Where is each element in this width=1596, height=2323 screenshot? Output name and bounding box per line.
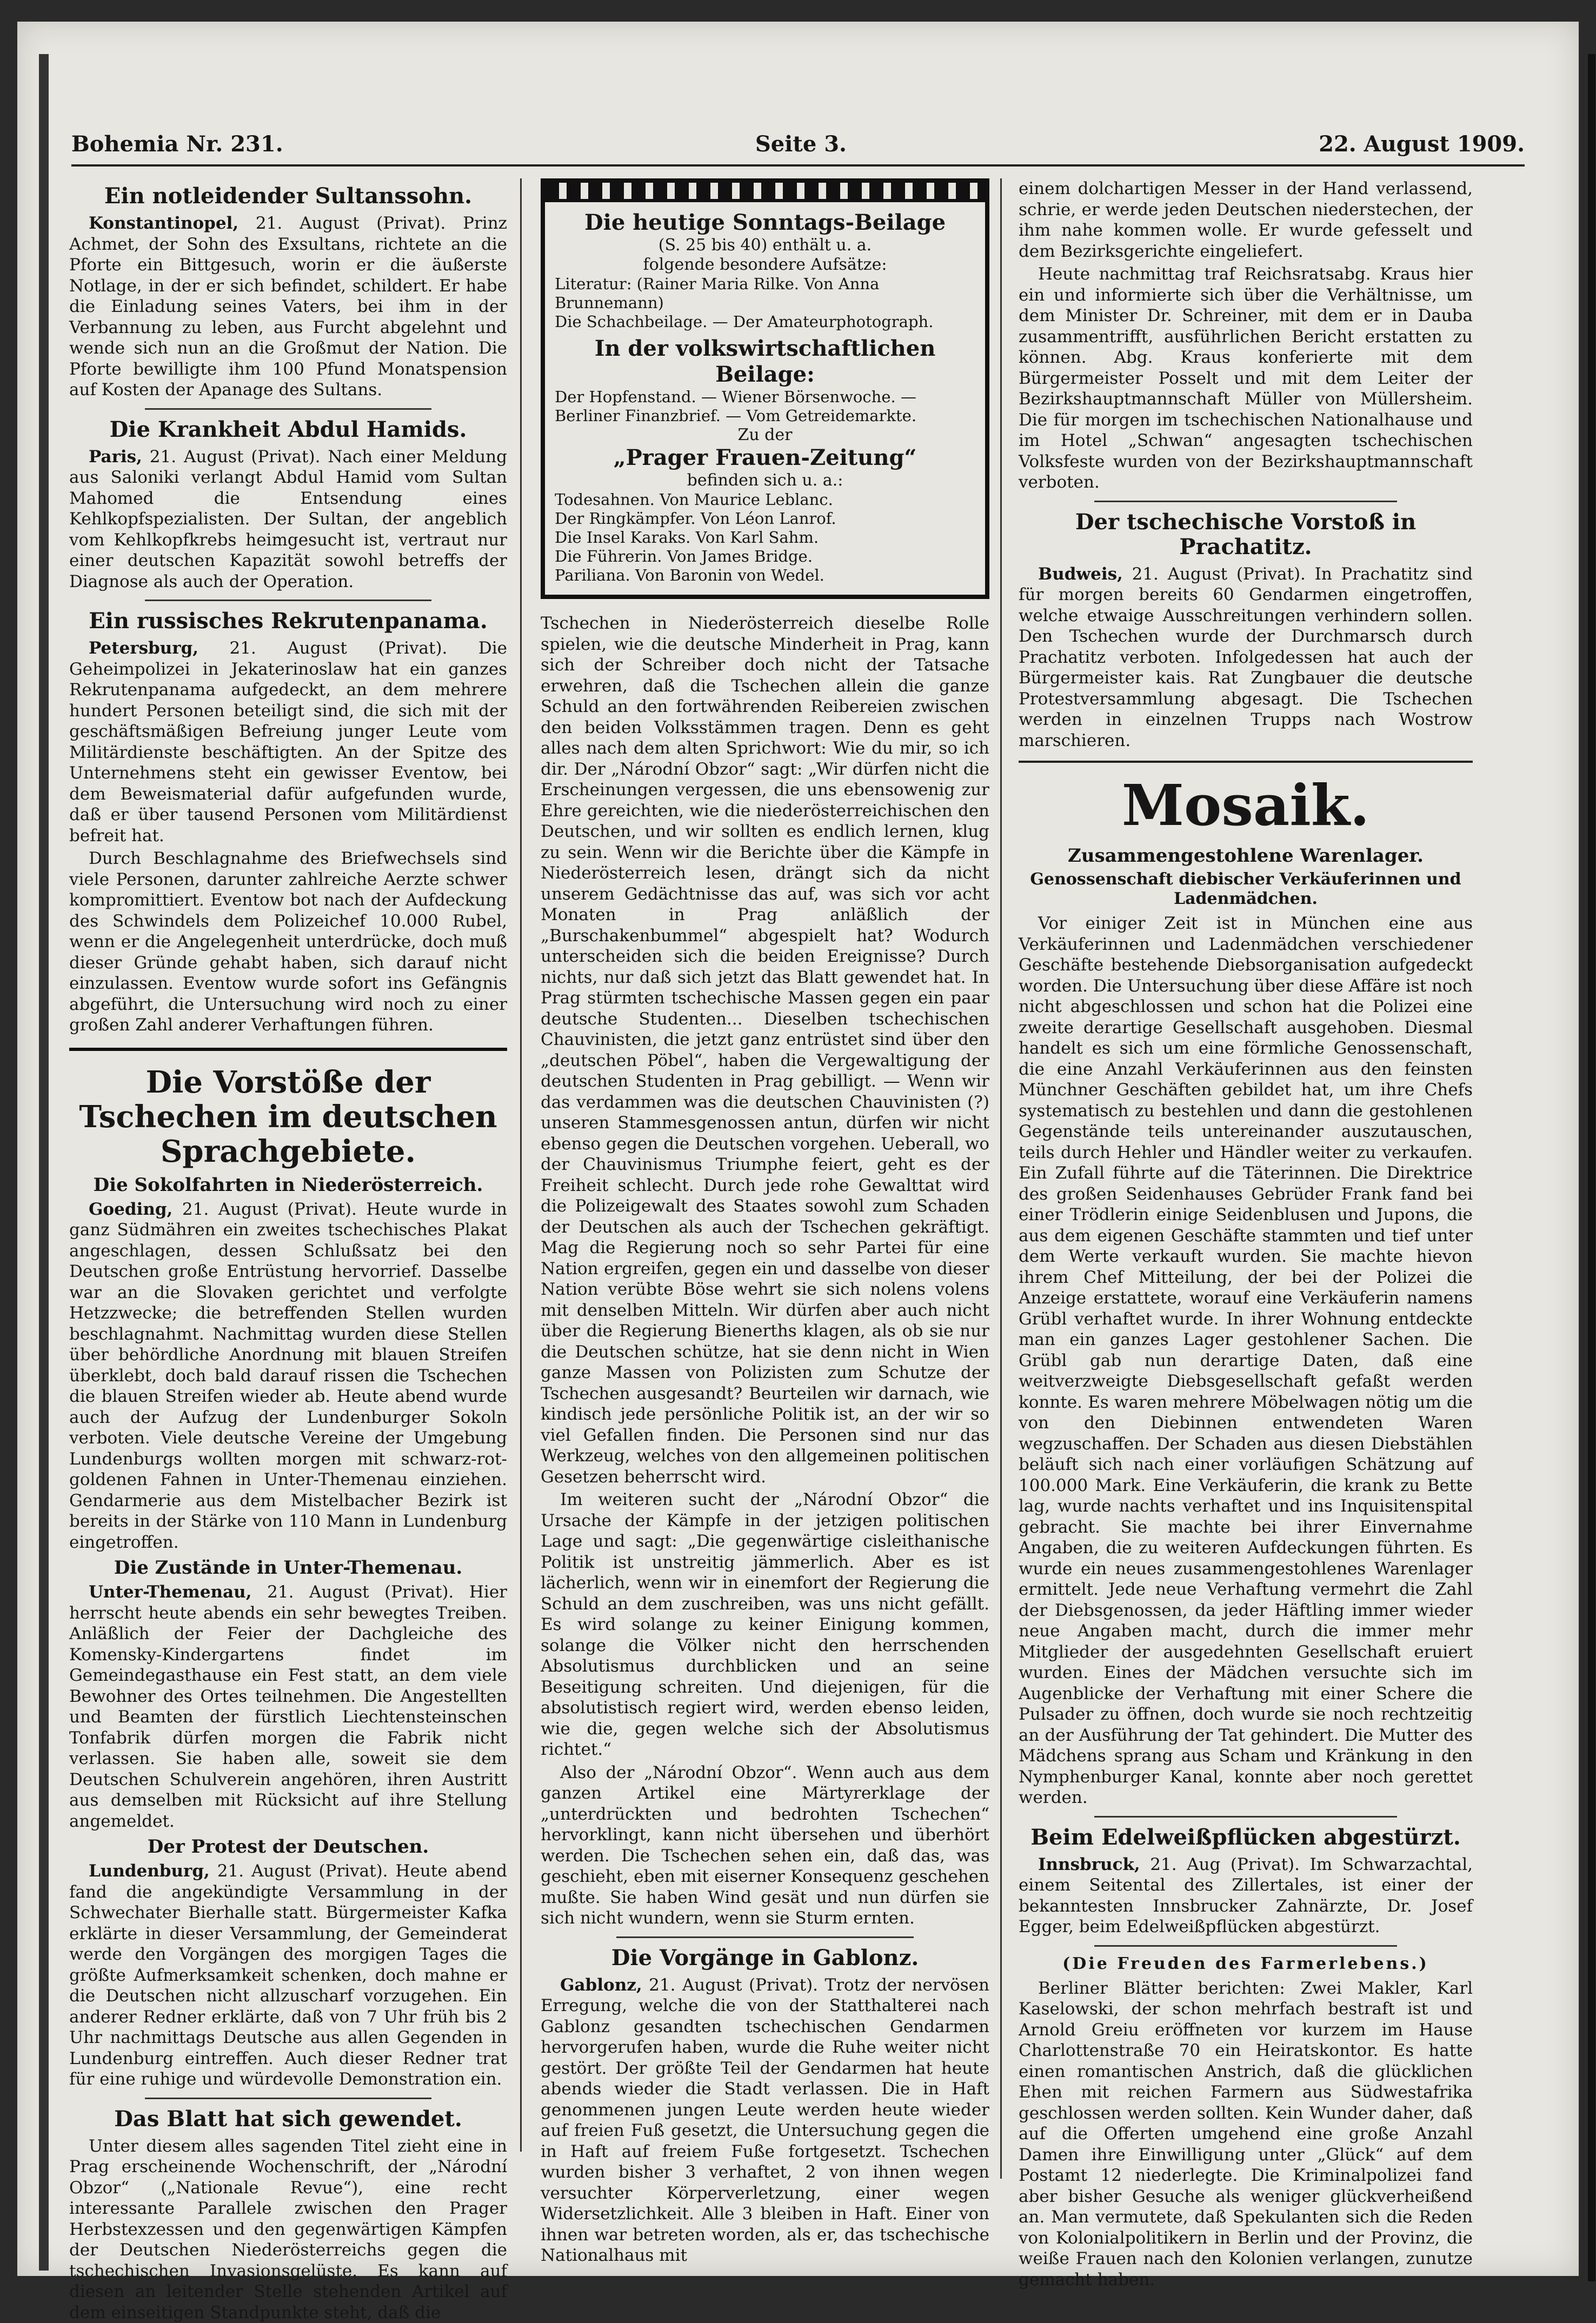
article-paragraph: Vor einiger Zeit ist in München eine aus Verkäuferinnen und Ladenmädchen verschiedener Geschäfte bestehende Diebsorganisation aufgedeckt worden. Die Untersuchung über diese Affäre ist noch nicht abgeschlossen und schon hat die Polizei eine zweite derartige Gesellschaft ausgehoben. Diesmal handelt es sich um eine förmliche Genossenschaft, die eine Anzahl Verkäuferinnen aus den feinsten Münchner Geschäften gebildet hat, um ihre Chefs systematisch zu bestehlen und dann die gestohlenen Gegenstände teils untereinander auszutauschen, teils durch Hehler und Händler weiter zu verkaufen. Ein Zufall führte auf die Täterinnen. Die Direktrice des großen Seidenhauses Gebrüder Frank fand bei einer Trödlerin einige Seidenblusen und Jupons, die aus dem eigenen Geschäfte stammten und tief unter dem Werte verkauft wurden. Sie machte hievon ihrem Chef Mitteilung, der bei der Polizei die Anzeige erstattete, worauf eine Verkäuferin namens Grübl verhaftet wurde. In ihrer Wohnung entdeckte man ein ganzes Lager gestohlener Sachen. Die Grübl gab nun derartige Daten, daß eine weitverzweigte Diebsgesellschaft gefaßt werden konnte. Es waren mehrere Möbelwagen nötig um die von den Diebinnen entwendeten Waren wegzuschaffen. Der Schaden aus diesen Diebstählen beläuft sich nach einer vorläufigen Schätzung auf 100.000 Mark. Eine Verkäuferin, die krank zu Bette lag, wurde nachts verhaftet und ins Inquisitenspital gebracht. Sie machte bei ihrer Einvernahme Angaben, die zu weiteren Aufdeckungen führten. Es wurde ein neues zusammengestohlenes Warenlager ermittelt. Jede neue Verhaftung vermehrt die Zahl der Diebsgenossen, da jeder Häftling immer wieder neue Angaben macht, durch die immer mehr Mitglieder der ausgedehnten Gesellschaft eruiert wurden. Eines der Mädchen versuchte sich im Augenblicke der Verhaftung mit einer Schere die Pulsader zu öffnen, doch wurde sie noch rechtzeitig an der Ausführung der Tat gehindert. Die Mutter des Mädchens sprang aus Scham und Kränkung in den Nymphenburger Kanal, konnte aber noch gerettet werden.	[1019, 913, 1473, 1808]
box-item: Die Führerin. Von James Bridge.	[555, 547, 975, 566]
article-paragraph: Paris, 21. August (Privat). Nach einer Meldung aus Saloniki verlangt Abdul Hamid vom Sultan Mahomed die Entsendung eines Kehlkopfspezialisten. Der Sultan, der angeblich vom Kehlkopfkrebs heimgesucht ist, vertraut nur einer deutschen Kapazität sowohl betreffs der Diagnose als auch der Operation.	[69, 447, 507, 593]
article-subtitle: Die Zustände in Unter-Themenau.	[69, 1557, 507, 1579]
box-follow: folgende besondere Aufsätze:	[555, 255, 975, 275]
box-pages: (S. 25 bis 40) enthält u. a.	[555, 236, 975, 255]
dateline: Konstantinopel,	[89, 214, 238, 233]
header-date: 22. August 1909.	[1319, 131, 1525, 157]
dateline: Budweis,	[1038, 564, 1123, 584]
article-paragraph: Lundenburg, 21. August (Privat). Heute abend fand die angekündigte Versammlung in der Schwechater Bierhalle statt. Bürgermeister Kafka erklärte in dieser Versammlung, der Gemeinderat werde den Vorgängen des morgigen Tages die größte Aufmerksamkeit schenken, doch mahne er die Deutschen nicht allzuscharf vorzugehen. Ein anderer Redner erklärte, daß von 7 Uhr früh bis 2 Uhr nachmittags Deutsche aus allen Gegenden in Lundenburg eintreffen. Auch dieser Redner trat für eine ruhige und würdevolle Demonstration ein.	[69, 1861, 507, 2090]
article-paragraph: Konstantinopel, 21. August (Privat). Prinz Achmet, der Sohn des Exsultans, richtete an die Pforte ein Bittgesuch, worin er die äußerste Notlage, in der er sich befindet, schildert. Er habe die Einladung seines Vaters, bei ihm in der Verbannung zu leben, aus Furcht abgelehnt und wende sich nun an die Großmut der Nation. Die Pforte bewilligte ihm 100 Pfund Monatspension auf Kosten der Apanage des Sultans.	[69, 213, 507, 401]
box-title: „Prager Frauen-Zeitung“	[555, 445, 975, 471]
article-paragraph: Tschechen in Niederösterreich dieselbe Rolle spielen, wie die deutsche Minderheit in Prag, kann sich der Schreiber doch nicht der Tatsache erwehren, daß die Tschechen allein die ganze Schuld an den fortwährenden Reibereien zwischen den beiden Volksstämmen tragen. Denn es geht alles nach dem alten Sprichwort: Wie du mir, so ich dir. Der „Národní Obzor“ sagt: „Wir dürfen nicht die Erscheinungen vergessen, die uns ebensowenig zur Ehre gereichten, wie die niederösterreichischen den Deutschen, und wir sollten es endlich lernen, klug zu sein. Wenn wir die Berichte über die Kämpfe in Niederösterreich lesen, drängt sich da nicht unserem Gedächtnisse das auf, was sich vor acht Monaten in Prag anläßlich der „Burschakenbummel“ abgespielt hat? Wodurch unterscheiden sich die beiden Ereignisse? Durch nichts, nur daß sich jetzt das Blatt gewendet hat. In Prag stürmten tschechische Massen gegen ein paar deutsche Studenten... Dieselben tschechischen Chauvinisten, die jetzt ganz entrüstet sind über den „deutschen Pöbel“, haben die Vergewaltigung der deutschen Studenten in Prag gebilligt. — Wenn wir das verdammen was die deutschen Chauvinisten (?) unseren Stammesgenossen antun, dürfen wir nicht ebenso gegen die Deutschen vorgehen. Ueberall, wo der Chauvinismus Triumphe feiert, geht es der Freiheit schlecht. Durch jede rohe Gewalttat wird die Polizeigewalt des Staates sowohl zum Schaden der Deutschen als auch der Tschechen gekräftigt. Mag die Regierung noch so sehr Partei für eine Nation ergreifen, gegen ein und dasselbe von dieser Nation verübte Böse wehrt sie sich nolens volens mit denselben Mitteln. Wir dürfen aber auch nicht über die Regierung Bienerths klagen, als ob sie nur die Deutschen schütze, hat sie denn nicht in Wien ganze Massen von Polizisten zum Schutze der Tschechen ausgesandt? Beurteilen wir darnach, wie kindisch jede persönliche Politik ist, an der wir so viel Gefallen finden. Die Personen sind nur das Werkzeug, welches von den allgemeinen politischen Gesetzen beherrscht wird.	[541, 613, 989, 1487]
article-paragraph: Berliner Blätter berichten: Zwei Makler, Karl Kaselowski, der schon mehrfach bestraft ist und Arnold Greiu eröffneten vor kurzem im Hause Charlottenstraße 70 ein Heiratskontor. Es hatte einen romantischen Anstrich, daß die glücklichen Ehen mit reichen Farmern aus Südwestafrika geschlossen werden sollten. Kein Wunder daher, daß auf die Offerten umgehend eine große Anzahl Damen ihre Einwilligung unter „Glück“ auf dem Postamt 12 niederlegte. Die Kriminalpolizei fand aber bisher Gesuche als weniger glückverheißend an. Man vermutete, daß Spekulanten sich die Reden von Kolonialpolitikern in Berlin und der Provinz, die weiße Frauen nach den Kolonien verlangen, zunutze gemacht haben.	[1019, 1978, 1473, 2291]
box-title: Die heutige Sonntags-Beilage	[555, 210, 975, 236]
newspaper-page	[17, 22, 1579, 2276]
page-header	[71, 108, 1525, 167]
box-item: Die Insel Karaks. Von Karl Sahm.	[555, 528, 975, 547]
article-paragraph: Im weiteren sucht der „Národní Obzor“ die Ursache der Kämpfe in der jetzigen politischen Lage und sagt: „Die gegenwärtige cisleithanische Politik ist unstreitig jämmerlich. Aber es ist lächerlich, wenn wir in einemfort der Regierung die Schuld an dem zuschreiben, was uns nicht gefällt. Es wird solange zu keiner Einigung kommen, solange die Völker nicht den herrschenden Absolutismus durchblicken und an seine Beseitigung schreiten. Und diejenigen, für die absolutistisch regiert wird, werden ebenso leiden, wie die, gegen welche sich der Absolutismus richtet.“	[541, 1489, 989, 1760]
article-paragraph: Petersburg, 21. August (Privat). Die Geheimpolizei in Jekaterinoslaw hat ein ganzes Rekrutenpanama aufgedeckt, an dem mehrere hundert Personen beteiligt sind, die sich mit der geschäftsmäßigen Befreiung junger Leute vom Militärdienste beschäftigten. An der Spitze des Unternehmens steht ein gewisser Eventow, bei dem Beweismaterial dafür aufgefunden wurde, daß er über tausend Personen vom Militärdienst befreit hat.	[69, 638, 507, 846]
article-title: Die Krankheit Abdul Hamids.	[69, 417, 507, 442]
dateline: Goeding,	[89, 1200, 172, 1219]
dateline: Unter-Themenau,	[89, 1582, 252, 1602]
dateline: Innsbruck,	[1038, 1855, 1140, 1874]
article-paragraph: Innsbruck, 21. Aug (Privat). Im Schwarzachtal, einem Seitental des Zillertales, ist einer der bekanntesten Innsbrucker Zahnärzte, Dr. Josef Egger, beim Edelweißpflücken abgestürzt.	[1019, 1854, 1473, 1938]
section-headline: Mosaik.	[1019, 774, 1473, 837]
header-page-number: Seite 3.	[755, 131, 847, 157]
dateline: Petersburg,	[89, 638, 198, 658]
article-paragraph: Also der „Národní Obzor“. Wenn auch aus dem ganzen Artikel eine Märtyrerklage der „unterdrückten und bedrohten Tschechen“ hervorklingt, kann nicht übersehen und überhört werden. Die Tschechen sehen ein, daß das, was geschieht, eben mit eiserner Konsequenz geschehen mußte. Sie haben Wind gesät und nun dürfen sie sich nicht wundern, wenn sie Sturm ernten.	[541, 1762, 989, 1929]
column-1	[69, 178, 507, 2162]
dateline: Lundenburg,	[89, 1861, 210, 1881]
dateline: Gablonz,	[560, 1975, 642, 1995]
box-item: Todesahnen. Von Maurice Leblanc.	[555, 490, 975, 509]
column-3	[1019, 178, 1473, 2173]
box-bef: befinden sich u. a.:	[555, 471, 975, 490]
divider	[1094, 1816, 1397, 1818]
section-headline: Die Vorstöße der Tschechen im deutschen Sprachgebiete.	[69, 1065, 507, 1169]
box-title: In der volkswirtschaftlichen Beilage:	[555, 336, 975, 388]
column-rule	[520, 178, 522, 2152]
dateline: Paris,	[89, 447, 142, 467]
header-title: Bohemia Nr. 231.	[71, 131, 283, 157]
article-paragraph: Heute nachmittag traf Reichsratsabg. Kraus hier ein und informierte sich über die Verhältnisse, um dem Minister Dr. Schreiner, mit dem er in Dauba zusammentrifft, ausführlichen Bericht erstatten zu können. Abg. Kraus konferierte mit dem Bürgermeister Posselt und mit dem Leiter der Bezirkshauptmannschaft Müller von Müllersheim. Die für morgen im tschechischen Nationalhause und im Hotel „Schwan“ angesagten tschechischen Volksfeste wurden von der Bezirkshauptmannschaft verboten.	[1019, 264, 1473, 493]
divider	[616, 1936, 914, 1938]
divider	[145, 408, 431, 410]
article-title: Zusammengestohlene Warenlager.	[1019, 845, 1473, 867]
box-zu: Zu der	[555, 425, 975, 445]
article-paragraph: einem dolchartigen Messer in der Hand verlassend, schrie, er werde jeden Deutschen niederstechen, der ihm nahe kommen wolle. Er wurde gefesselt und dem Bezirksgerichte eingeliefert.	[1019, 178, 1473, 262]
article-subtitle: Genossenschaft diebischer Verkäuferinnen und Ladenmädchen.	[1019, 870, 1473, 909]
article-paragraph: Durch Beschlagnahme des Briefwechsels sind viele Personen, darunter zahlreiche Aerzte schwer kompromittiert. Eventow bot nach der Aufdeckung des Schwindels dem Polizeichef 10.000 Rubel, wenn er die Angelegenheit unterdrücke, doch muß dieser Gründe gehabt haben, sich darauf nicht einzulassen. Eventow wurde sofort ins Gefängnis abgeführt, die Untersuchung wird noch zu einer großen Zahl anderer Verhaftungen führen.	[69, 848, 507, 1036]
divider	[145, 2098, 431, 2099]
divider	[1094, 1945, 1397, 1947]
box-line: Der Hopfenstand. — Wiener Börsenwoche. — Berliner Finanzbrief. — Vom Getreidemarkte.	[555, 388, 975, 425]
article-title: Die Vorgänge in Gablonz.	[541, 1946, 989, 1971]
article-paragraph: Unter diesem alles sagenden Titel zieht eine in Prag erscheinende Wochenschrift, der „Národní Obzor“ („Nationale Revue“), eine recht interessante Parallele zwischen den Prager Herbstexzessen und den gegenwärtigen Kämpfen der Deutschen Niederösterreichs gegen die tschechischen Invasionsgelüste. Es kann auf diesen an leitender Stelle stehenden Artikel auf dem einseitigen Standpunkte steht, daß die	[69, 2136, 507, 2323]
divider	[1094, 501, 1397, 502]
divider	[145, 600, 431, 601]
box-ornament	[545, 183, 985, 202]
supplement-box	[541, 178, 989, 599]
article-paragraph: Gablonz, 21. August (Privat). Trotz der nervösen Erregung, welche die von der Statthalterei nach Gablonz gesandten tschechischen Gendarmen hervorgerufen haben, wurde die Ruhe weiter nicht gestört. Der größte Teil der Gendarmen hat heute abends wieder die Stadt verlassen. Die in Haft genommenen jungen Leute werden heute wieder auf freien Fuß gesetzt, die Untersuchung gegen die in Haft auf freiem Fuße fortgesetzt. Tschechen wurden bisher 3 verhaftet, 2 von ihnen wegen versuchter Körperverletzung, einer wegen Widersetzlichkeit. Alle 3 bleiben in Haft. Einer von ihnen war betreten worden, als er, das tschechische Nationalhaus mit	[541, 1975, 989, 2266]
article-paragraph: Goeding, 21. August (Privat). Heute wurde in ganz Südmähren ein zweites tschechisches Plakat angeschlagen, dessen Schlußsatz bei den Deutschen große Entrüstung hervorrief. Dasselbe war an die Slovaken gerichtet und verfolgte Hetzzwecke; die betreffenden Stellen wurden beschlagnahmt. Nachmittag wurden diese Stellen über behördliche Anordnung mit blauen Streifen überklebt, doch bald darauf rissen die Tschechen die blauen Streifen wieder ab. Heute abend wurde auch der Aufzug der Lundenburger Sokoln verboten. Viele deutsche Vereine der Umgebung Lundenburgs wollten morgen mit schwarz-rot-goldenen Fahnen in Unter-Themenau einziehen. Gendarmerie aus dem Mistelbacher Bezirk ist bereits in der Stärke von 110 Mann in Lundenburg eingetroffen.	[69, 1199, 507, 1553]
box-item: Pariliana. Von Baronin von Wedel.	[555, 566, 975, 585]
box-line: Die Schachbeilage. — Der Amateurphotograph.	[555, 312, 975, 331]
article-title: Ein notleidender Sultanssohn.	[69, 184, 507, 209]
box-item: Der Ringkämpfer. Von Léon Lanrof.	[555, 509, 975, 528]
article-subtitle: (Die Freuden des Farmerlebens.)	[1019, 1954, 1473, 1974]
column-2	[541, 178, 989, 2189]
article-title: Der tschechische Vorstoß in Prachatitz.	[1019, 510, 1473, 560]
binding-edge	[39, 54, 49, 2271]
article-title: Ein russisches Rekrutenpanama.	[69, 609, 507, 634]
column-rule	[1000, 178, 1002, 2179]
page-edge	[1588, 54, 1595, 2281]
box-line: Literatur: (Rainer Maria Rilke. Von Anna Brunnemann)	[555, 275, 975, 312]
article-subtitle: Die Sokolfahrten in Niederösterreich.	[69, 1174, 507, 1196]
section-divider	[69, 1048, 507, 1051]
article-title: Beim Edelweißpflücken abgestürzt.	[1019, 1825, 1473, 1850]
section-divider	[1019, 761, 1473, 763]
article-paragraph: Unter-Themenau, 21. August (Privat). Hier herrscht heute abends ein sehr bewegtes Treiben. Anläßlich der Feier der Dachgleiche des Komensky-Kindergartens findet im Gemeindegasthause ein Fest statt, an dem viele Bewohner des Ortes teilnehmen. Die Angestellten und Beamten der fürstlich Liechtensteinschen Tonfabrik dürfen morgen die Fabrik nicht verlassen. Sie haben alle, soweit sie dem Deutschen Schulverein angehören, ihren Austritt aus demselben mit Rücksicht auf ihre Stellung angemeldet.	[69, 1582, 507, 1832]
article-title: Das Blatt hat sich gewendet.	[69, 2107, 507, 2132]
article-paragraph: Budweis, 21. August (Privat). In Prachatitz sind für morgen bereits 60 Gendarmen eingetroffen, welche etwaige Ausschreitungen verhindern sollen. Den Tschechen wurde der Durchmarsch durch Prachatitz verboten. Infolgedessen hat auch der Bürgermeister kais. Rat Zungbauer die deutsche Protestversammlung abgesagt. Die Tschechen werden in einzelnen Trupps nach Wostrow marschieren.	[1019, 564, 1473, 751]
article-subtitle: Der Protest der Deutschen.	[69, 1836, 507, 1858]
